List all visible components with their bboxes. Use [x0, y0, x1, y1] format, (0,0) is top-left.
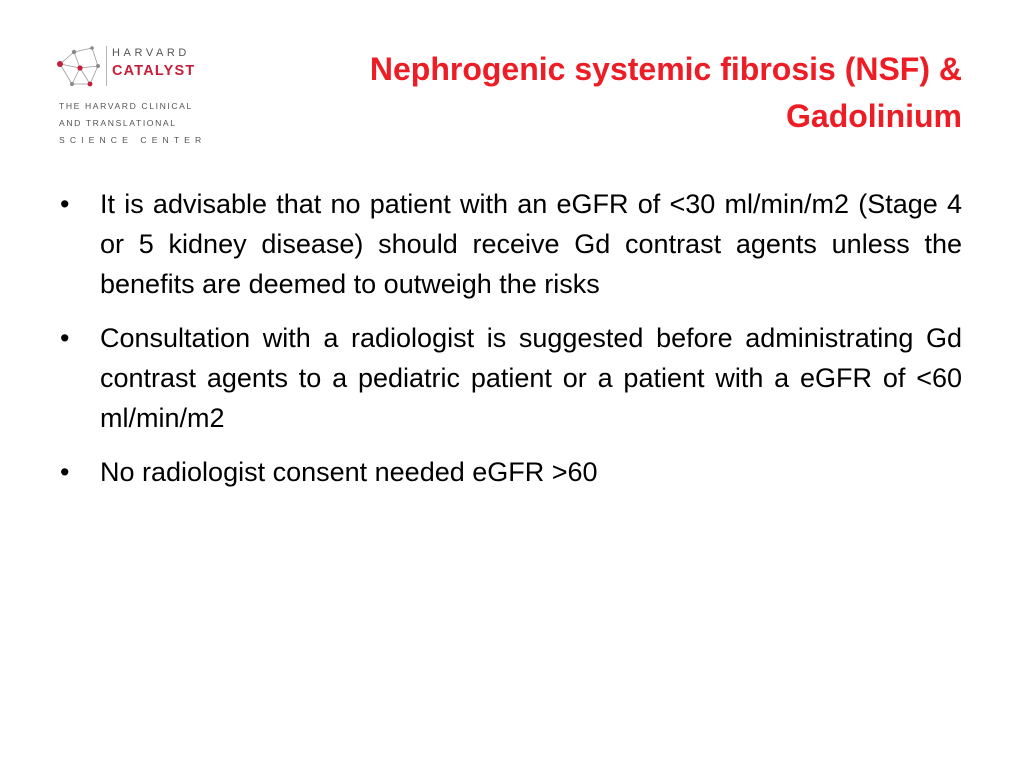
bullet-item-no-consent — [58, 452, 962, 492]
logo-subtitle-line-3: SCIENCE CENTER — [59, 135, 207, 145]
logo-subtitle-line-2: AND TRANSLATIONAL — [59, 118, 177, 128]
bullet-item-egfr-under-30 — [58, 184, 962, 304]
bullet-text: Consultation with a radiologist is suggested before administrating Gd contrast agents to a pediatric patient or a patient with a eGFR of <60 ml/min/m2 — [100, 323, 962, 433]
slide-title-line-2: Gadolinium — [786, 98, 962, 134]
bullet-dot-icon: • — [60, 189, 70, 219]
bullet-item-consultation — [58, 318, 962, 438]
network-nodes-icon — [54, 44, 104, 90]
logo-divider — [106, 46, 107, 86]
logo-catalyst-text: CATALYST — [112, 63, 196, 79]
bullet-text: It is advisable that no patient with an eGFR of <30 ml/min/m2 (Stage 4 or 5 kidney disease) should receive Gd contrast agents unless the benefits are deemed to outweigh the risks — [100, 189, 962, 299]
bullet-dot-icon: • — [60, 457, 70, 487]
harvard-catalyst-logo — [54, 44, 207, 154]
slide-title — [242, 46, 962, 140]
logo-subtitle-line-1: THE HARVARD CLINICAL — [59, 101, 193, 111]
bullet-dot-icon: • — [60, 323, 70, 353]
bullet-list — [58, 184, 962, 506]
slide-title-line-1: Nephrogenic systemic fibrosis (NSF) & — [369, 51, 962, 87]
bullet-text: No radiologist consent needed eGFR >60 — [100, 457, 598, 487]
logo-harvard-text: HARVARD — [112, 47, 190, 59]
